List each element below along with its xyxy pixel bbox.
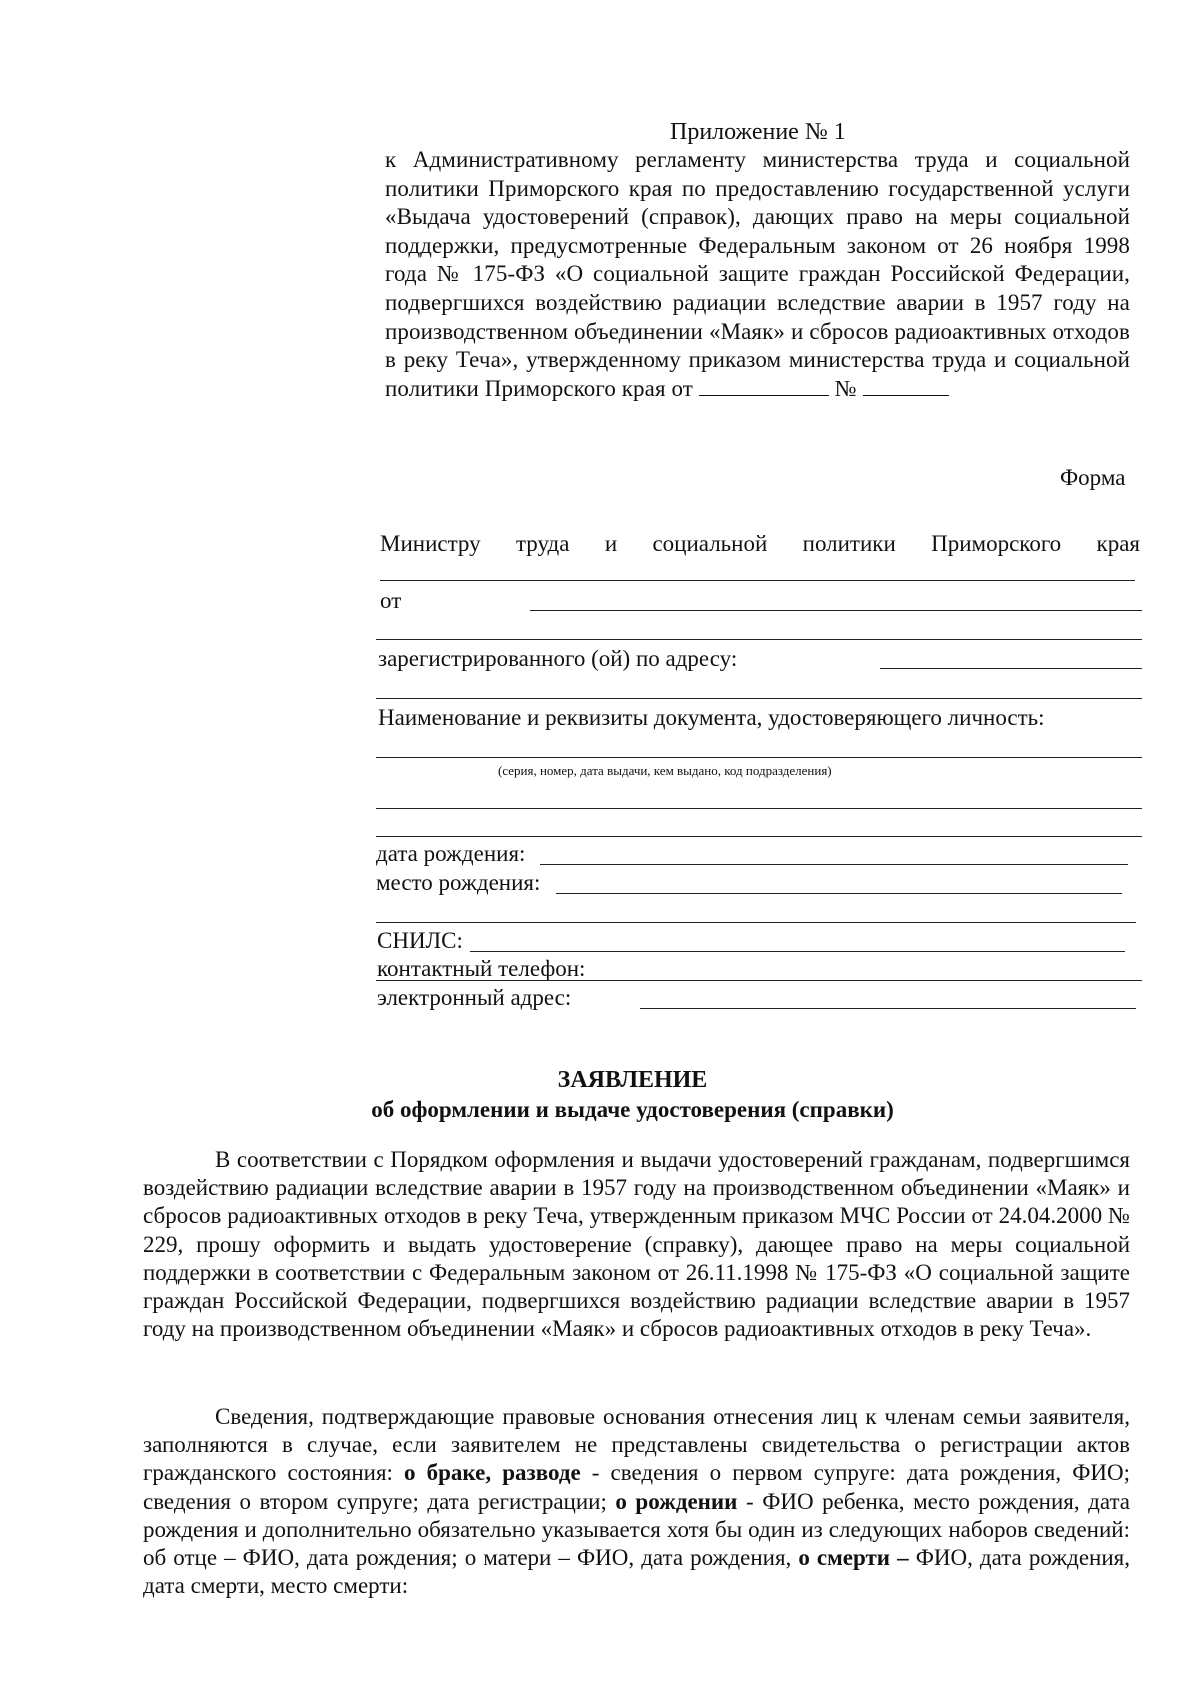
addressee-word: края: [1096, 531, 1140, 556]
paragraph-2-part-2: - сведения о первом супруге: дата рождения, ФИО; сведения о втором супруге; дата регистрации;: [143, 1460, 1130, 1514]
statement-title: ЗАЯВЛЕНИЕ: [557, 1067, 708, 1093]
email-label: электронный адрес:: [377, 985, 572, 1010]
paragraph-2-bold-2: о рождении: [615, 1488, 738, 1514]
birth-date-line[interactable]: [540, 864, 1128, 865]
paragraph-2-part-4: ФИО, дата рождения, дата смерти, место смерти:: [143, 1545, 1131, 1599]
paragraph-2-bold-3: о смерти –: [798, 1545, 909, 1571]
email-line[interactable]: [640, 1008, 1136, 1009]
order-date-blank: [699, 377, 829, 396]
from-line-2[interactable]: [376, 639, 1142, 640]
registered-address-line[interactable]: [880, 668, 1142, 669]
identity-document-line-2[interactable]: [376, 808, 1142, 809]
paragraph-2-part-1: Сведения, подтверждающие правовые основания отнесения лиц к членам семьи заявителя, заполняются в случае, если заявителем не представлены свидетельства о регистрации актов гражданского состояния:: [143, 1404, 1130, 1486]
addressee-word: Приморского: [931, 531, 1062, 556]
phone-line[interactable]: [376, 980, 1142, 981]
appendix-text: [385, 146, 1130, 403]
form-label: Форма: [1060, 465, 1126, 490]
registered-address-label: зарегистрированного (ой) по адресу:: [378, 646, 738, 671]
statement-paragraph-2: [143, 1403, 1130, 1600]
identity-document-line-3[interactable]: [376, 836, 1142, 837]
snils-line[interactable]: [470, 951, 1125, 952]
appendix-title: Приложение № 1: [670, 119, 846, 145]
addressee-word: политики: [802, 531, 896, 556]
statement-subtitle: об оформлении и выдаче удостоверения (справки): [371, 1097, 894, 1122]
appendix-body-text: к Административному регламенту министерства труда и социальной политики Приморского края по предоставлению государственной услуги «Выдача удостоверений (справок), дающих право на меры социальной поддержки, предусмотренные Федеральным законом от 26 ноября 1998 года № 175-ФЗ «О социальной защите граждан Российской Федерации, подвергшихся воздействию радиации вследствие аварии в 1957 году на производственном объединении «Маяк» и сбросов радиоактивных отходов в реку Теча», утвержденному приказом министерства труда и социальной политики Приморского края от: [385, 147, 1130, 401]
birth-place-label: место рождения:: [376, 870, 541, 895]
addressee-word: труда: [515, 531, 570, 556]
addressee-underline: [380, 580, 1135, 581]
paragraph-2-bold-1: о браке, разводе: [404, 1460, 581, 1486]
addressee-word: социальной: [652, 531, 768, 556]
paragraph-2-part-3: - ФИО ребенка, место рождения, дата рождения и дополнительно обязательно указывается хотя бы один из следующих наборов сведений: об отце – ФИО, дата рождения; о матери – ФИО, дата рождения,: [143, 1488, 1130, 1571]
addressee-line: [380, 530, 1140, 558]
statement-paragraph-1: В соответствии с Порядком оформления и выдачи удостоверений гражданам, подвергшимся воздействию радиации вследствие аварии в 1957 году на производственном объединении «Маяк» и сбросов радиоактивных отходов в реку Теча, утвержденным приказом МЧС России от 24.04.2000 № 229, прошу оформить и выдать удостоверение (справку), дающее право на меры социальной поддержки в соответствии с Федеральным законом от 26.11.1998 № 175-ФЗ «О социальной защите граждан Российской Федерации, подвергшихся воздействию радиации вследствие аварии в 1957 году на производственном объединении «Маяк» и сбросов радиоактивных отходов в реку Теча».: [143, 1147, 1130, 1342]
addressee-word: и: [604, 531, 618, 556]
birth-date-label: дата рождения:: [376, 841, 526, 866]
birth-place-line[interactable]: [556, 893, 1122, 894]
phone-label: контактный телефон:: [377, 956, 586, 981]
identity-document-label: Наименование и реквизиты документа, удостоверяющего личность:: [378, 705, 1045, 730]
identity-document-hint: (серия, номер, дата выдачи, кем выдано, код подразделения): [498, 763, 832, 778]
identity-document-line[interactable]: [376, 757, 1142, 758]
addressee-word: Министру: [380, 531, 481, 556]
order-number-blank: [863, 377, 949, 396]
birth-place-line-2[interactable]: [376, 922, 1136, 923]
from-line[interactable]: [530, 610, 1142, 611]
from-label: от: [380, 588, 402, 613]
number-sign: №: [834, 375, 857, 401]
registered-address-line-2[interactable]: [376, 698, 1142, 699]
snils-label: СНИЛС:: [377, 928, 463, 953]
